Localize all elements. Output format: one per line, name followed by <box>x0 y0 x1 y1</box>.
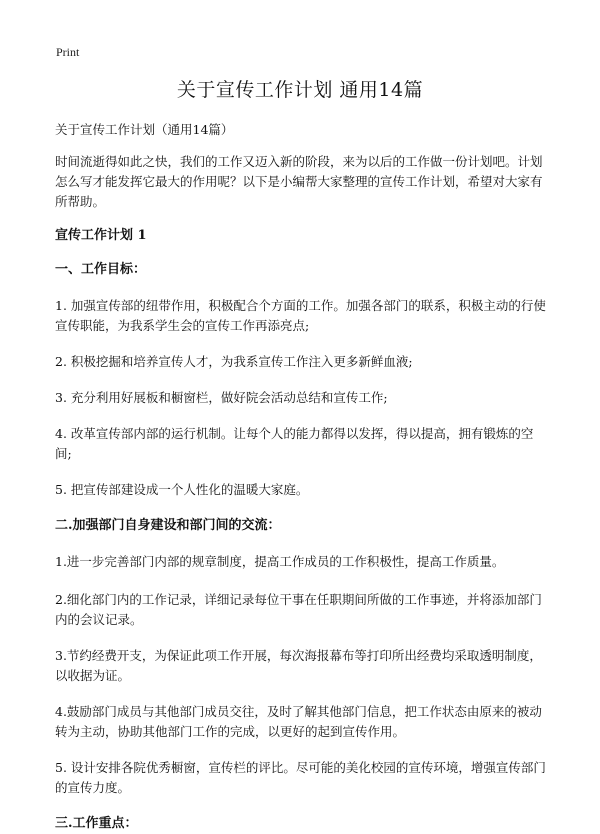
document-subtitle: 关于宣传工作计划（通用14篇） <box>55 122 234 137</box>
plan-heading: 宣传工作计划 1 <box>55 228 147 243</box>
section1-item-5: 5. 把宣传部建设成一个人性化的温暖大家庭。 <box>55 482 309 497</box>
section1-item-3: 3. 充分利用好展板和橱窗栏，做好院会活动总结和宣传工作; <box>55 390 388 405</box>
section3-heading: 三.工作重点： <box>55 816 138 831</box>
document-title: 关于宣传工作计划 通用14篇 <box>176 79 424 101</box>
section2-item-2: 2.细化部门内的工作记录，详细记录每位干事在任职期间所做的工作事迹，并将添加部门内的会议记录。 <box>55 592 542 627</box>
section1-item-4: 4. 改革宣传部内部的运行机制。让每个人的能力都得以发挥，得以提高，拥有锻炼的空间; <box>55 426 534 461</box>
section2-item-4: 4.鼓励部门成员与其他部门成员交往，及时了解其他部门信息，把工作状态由原来的被动转为主动，协助其他部门工作的完成，以更好的起到宣传作用。 <box>55 704 542 739</box>
section1-item-1: 1. 加强宣传部的纽带作用，积极配合个方面的工作。加强各部门的联系，积极主动的行使宣传职能，为我系学生会的宣传工作再添亮点; <box>55 298 546 333</box>
section1-item-2: 2. 积极挖掘和培养宣传人才，为我系宣传工作注入更多新鲜血液; <box>55 354 413 369</box>
print-label: Print <box>56 45 80 59</box>
section2-heading: 二.加强部门自身建设和部门间的交流： <box>55 518 281 533</box>
section1-heading: 一、工作目标： <box>55 262 147 277</box>
document-body <box>55 120 550 834</box>
section2-item-5: 5. 设计安排各院优秀橱窗，宣传栏的评比。尽可能的美化校园的宣传环境，增强宣传部门的宣传力度。 <box>55 760 546 795</box>
section2-item-1: 1.进一步完善部门内部的规章制度，提高工作成员的工作积极性，提高工作质量。 <box>55 554 505 569</box>
section2-item-3: 3.节约经费开支，为保证此项工作开展，每次海报幕布等打印所出经费均采取透明制度，以收据为证。 <box>55 648 542 683</box>
intro-paragraph: 时间流逝得如此之快，我们的工作又迈入新的阶段，来为以后的工作做一份计划吧。计划怎么写才能发挥它最大的作用呢？以下是小编帮大家整理的宣传工作计划，希望对大家有所帮助。 <box>55 154 543 209</box>
